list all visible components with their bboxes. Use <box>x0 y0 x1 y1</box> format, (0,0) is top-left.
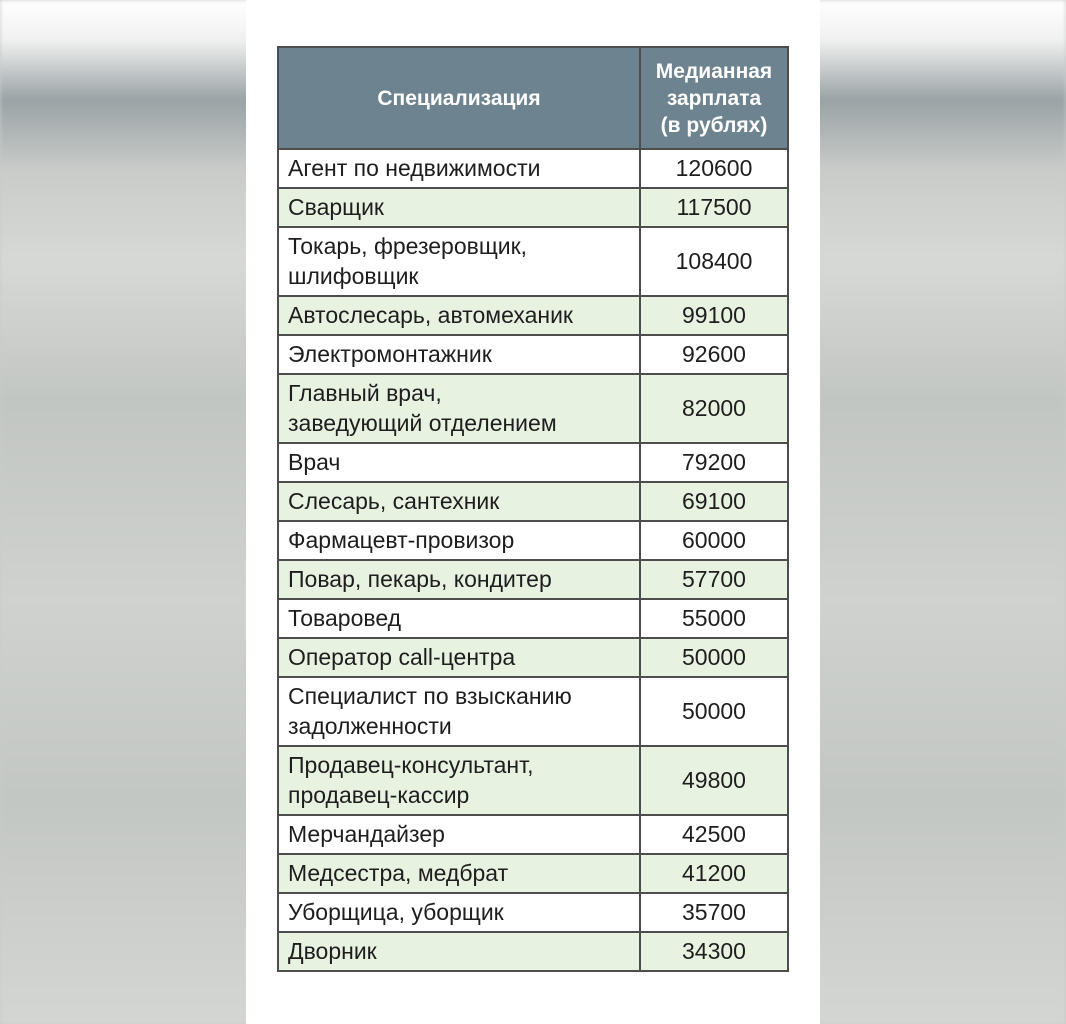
table-row <box>278 599 788 638</box>
salary-cell: 120600 <box>640 149 788 188</box>
table-row <box>278 443 788 482</box>
table-row <box>278 296 788 335</box>
specialization-line: Оператор call-центра <box>288 644 516 670</box>
table-row <box>278 893 788 932</box>
table-row <box>278 227 788 296</box>
table-row <box>278 677 788 746</box>
specialization-line: Продавец-консультант, <box>288 752 534 778</box>
specialization-line: Слесарь, сантехник <box>288 488 500 514</box>
header-median-salary <box>640 47 788 149</box>
specialization-line: Повар, пекарь, кондитер <box>288 566 552 592</box>
table-row <box>278 149 788 188</box>
table-row <box>278 932 788 971</box>
specialization-line: Специалист по взысканию <box>288 683 572 709</box>
specialization-line: шлифовщик <box>288 263 419 289</box>
salary-table <box>277 46 789 972</box>
salary-cell: 92600 <box>640 335 788 374</box>
specialization-cell <box>278 677 640 746</box>
table-row <box>278 374 788 443</box>
specialization-line: Электромонтажник <box>288 341 492 367</box>
specialization-line: Врач <box>288 449 341 475</box>
salary-cell: 41200 <box>640 854 788 893</box>
specialization-cell <box>278 893 640 932</box>
specialization-cell <box>278 815 640 854</box>
salary-cell: 50000 <box>640 677 788 746</box>
specialization-line: задолженности <box>288 713 452 739</box>
specialization-cell <box>278 227 640 296</box>
specialization-line: Товаровед <box>288 605 402 631</box>
specialization-line: Главный врач, <box>288 380 442 406</box>
salary-cell: 79200 <box>640 443 788 482</box>
salary-cell: 42500 <box>640 815 788 854</box>
table-row <box>278 746 788 815</box>
specialization-cell <box>278 560 640 599</box>
salary-cell: 99100 <box>640 296 788 335</box>
salary-cell: 108400 <box>640 227 788 296</box>
specialization-line: Автослесарь, автомеханик <box>288 302 573 328</box>
specialization-line: Дворник <box>288 938 377 964</box>
salary-cell: 34300 <box>640 932 788 971</box>
specialization-cell <box>278 149 640 188</box>
table-row <box>278 521 788 560</box>
table-row <box>278 815 788 854</box>
salary-cell: 69100 <box>640 482 788 521</box>
table-row <box>278 854 788 893</box>
specialization-line: Фармацевт-провизор <box>288 527 515 553</box>
specialization-line: Токарь, фрезеровщик, <box>288 233 528 259</box>
table-row <box>278 482 788 521</box>
header-salary-line: зарплата <box>666 86 762 110</box>
salary-cell: 49800 <box>640 746 788 815</box>
table-body <box>278 149 788 971</box>
header-salary-line: (в рублях) <box>660 113 768 137</box>
specialization-cell <box>278 599 640 638</box>
specialization-line: продавец-кассир <box>288 782 470 808</box>
table-row <box>278 560 788 599</box>
specialization-line: Медсестра, медбрат <box>288 860 509 886</box>
header-specialization: Специализация <box>278 47 640 149</box>
salary-cell: 35700 <box>640 893 788 932</box>
salary-cell: 82000 <box>640 374 788 443</box>
specialization-cell <box>278 638 640 677</box>
specialization-cell <box>278 521 640 560</box>
specialization-line: Сварщик <box>288 194 384 220</box>
specialization-line: Мерчандайзер <box>288 821 445 847</box>
specialization-cell <box>278 854 640 893</box>
specialization-line: Уборщица, уборщик <box>288 899 504 925</box>
table-row <box>278 188 788 227</box>
specialization-cell <box>278 188 640 227</box>
specialization-cell <box>278 335 640 374</box>
document-page <box>246 0 820 1024</box>
specialization-cell <box>278 932 640 971</box>
table-row <box>278 335 788 374</box>
specialization-cell <box>278 482 640 521</box>
specialization-line: заведующий отделением <box>288 410 557 436</box>
table-row <box>278 638 788 677</box>
specialization-cell <box>278 296 640 335</box>
specialization-cell <box>278 443 640 482</box>
salary-cell: 117500 <box>640 188 788 227</box>
salary-cell: 50000 <box>640 638 788 677</box>
specialization-line: Агент по недвижимости <box>288 155 541 181</box>
specialization-cell <box>278 746 640 815</box>
table-header-row <box>278 47 788 149</box>
specialization-cell <box>278 374 640 443</box>
header-salary-line: Медианная <box>655 59 773 83</box>
salary-cell: 60000 <box>640 521 788 560</box>
salary-cell: 57700 <box>640 560 788 599</box>
salary-cell: 55000 <box>640 599 788 638</box>
